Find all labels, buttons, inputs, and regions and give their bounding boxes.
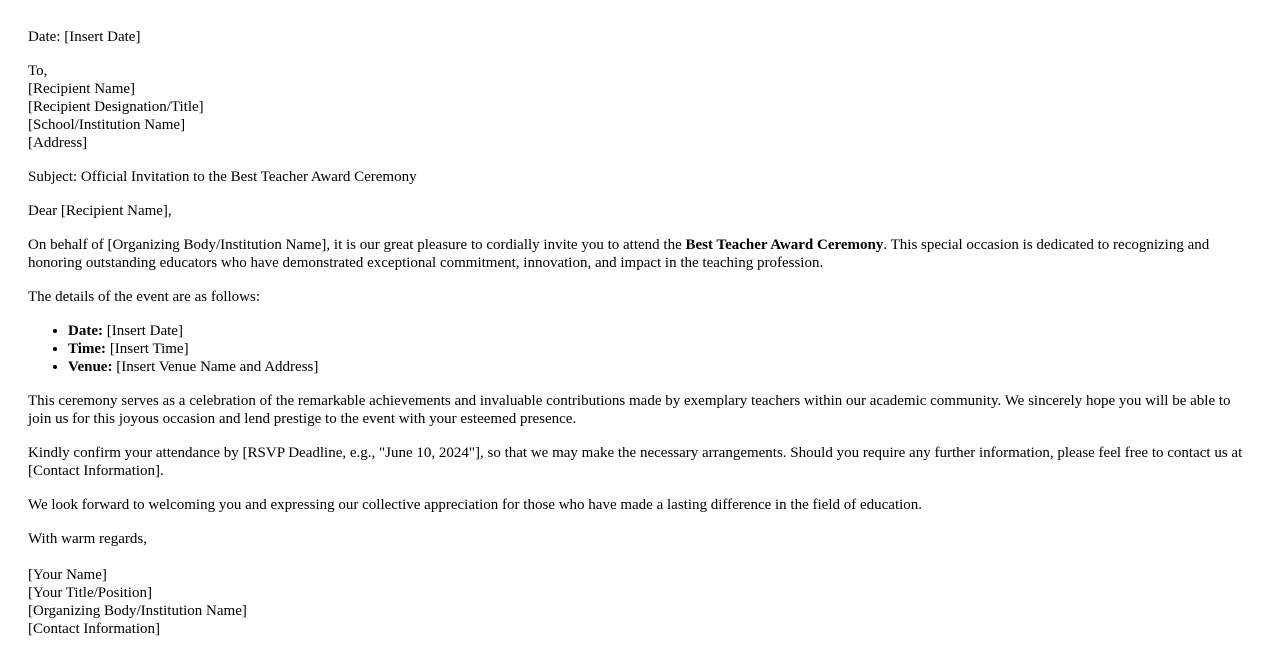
list-item [68,340,1250,358]
recipient-to: To, [28,63,48,79]
intro-paragraph [28,236,1250,272]
signature-title: [Your Title/Position] [28,585,152,601]
signature-name: [Your Name] [28,567,107,583]
recipient-address: [Address] [28,135,88,151]
recipient-block [28,62,1250,152]
celebration-paragraph: This ceremony serves as a celebration of the remarkable achievements and invaluable contributions made by exemplary teachers within our academic community. We sincerely hope you will be able to join us for this joyous occasion and lend prestige to the event with your esteemed presence. [28,393,1231,427]
list-item [68,358,1250,376]
detail-value: [Insert Venue Name and Address] [112,359,319,375]
detail-value: [Insert Date] [102,323,183,339]
detail-label: Venue: [68,359,113,375]
greeting: Dear [Recipient Name], [28,203,172,219]
details-intro: The details of the event are as follows: [28,289,261,305]
recipient-name: [Recipient Name] [28,81,136,97]
rsvp-paragraph: Kindly confirm your attendance by [RSVP Deadline, e.g., "June 10, 2024"], so that we may make the necessary arrangements. Should you require any further information, please feel free to contact us at [Contact Information]. [28,445,1243,479]
intro-event-name: Best Teacher Award Ceremony [685,237,884,253]
recipient-institution: [School/Institution Name] [28,117,186,133]
recipient-designation: [Recipient Designation/Title] [28,99,204,115]
detail-value: [Insert Time] [106,341,189,357]
intro-text-before: On behalf of [Organizing Body/Institution Name], it is our great pleasure to cordially invite you to attend the [28,237,686,253]
detail-label: Date: [68,323,103,339]
intro-text-after: . This special occasion is dedicated to recognizing and honoring outstanding educators who have demonstrated exceptional commitment, innovation, and impact in the teaching profession. [28,237,1210,271]
signature-block [28,566,1250,638]
signature-contact: [Contact Information] [28,621,161,637]
detail-label: Time: [68,341,107,357]
subject-line: Subject: Official Invitation to the Best Teacher Award Ceremony [28,169,417,185]
date-line: Date: [Insert Date] [28,29,141,45]
event-details-list [28,322,1250,376]
list-item [68,322,1250,340]
closing-salutation: With warm regards, [28,531,147,547]
closing-paragraph: We look forward to welcoming you and expressing our collective appreciation for those who have made a lasting difference in the field of education. [28,497,923,513]
signature-gap [28,548,1250,566]
signature-organization: [Organizing Body/Institution Name] [28,603,247,619]
